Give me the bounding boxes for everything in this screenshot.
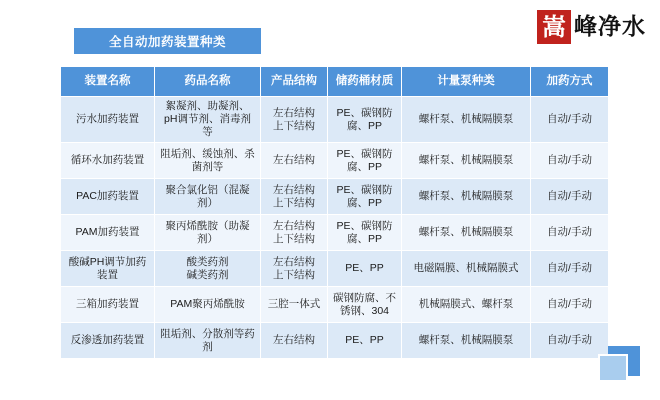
table-cell: 阻垢剂、分散剂等药剂 — [155, 323, 261, 359]
table-row — [61, 97, 609, 143]
table-cell: PE、碳钢防腐、PP — [328, 179, 402, 215]
table-body — [61, 97, 609, 359]
table-cell: 三箱加药装置 — [61, 287, 155, 323]
table-cell: 反渗透加药装置 — [61, 323, 155, 359]
decorative-squares — [598, 346, 642, 386]
table-cell: 机械隔膜式、螺杆泵 — [402, 287, 531, 323]
table-row — [61, 287, 609, 323]
table-cell: 自动/手动 — [531, 179, 609, 215]
table-cell: PAM聚丙烯酰胺 — [155, 287, 261, 323]
brand-logo — [537, 10, 646, 44]
table-cell: 阻垢剂、缓蚀剂、杀菌剂等 — [155, 143, 261, 179]
page-title: 全自动加药装置种类 — [74, 28, 261, 54]
table-cell: 左右结构 上下结构 — [261, 179, 328, 215]
table-cell: 自动/手动 — [531, 251, 609, 287]
table-row — [61, 323, 609, 359]
column-header-dosing-mode: 加药方式 — [531, 67, 609, 97]
table-cell: 自动/手动 — [531, 323, 609, 359]
table-row — [61, 251, 609, 287]
table-row — [61, 215, 609, 251]
table-cell: 左右结构 — [261, 323, 328, 359]
logo-text: 峰净水 — [574, 13, 646, 40]
table-cell: 电磁隔膜、机械隔膜式 — [402, 251, 531, 287]
column-header-tank-material: 储药桶材质 — [328, 67, 402, 97]
table-cell: 左右结构 上下结构 — [261, 215, 328, 251]
table-cell: 螺杆泵、机械隔膜泵 — [402, 215, 531, 251]
decorative-square-front — [598, 354, 628, 382]
table-cell: PE、PP — [328, 251, 402, 287]
logo-mark-icon: 嵩 — [537, 10, 571, 44]
column-header-pump-type: 计量泵种类 — [402, 67, 531, 97]
table-cell: 自动/手动 — [531, 143, 609, 179]
table-cell: 三腔一体式 — [261, 287, 328, 323]
table-cell: 聚丙烯酰胺（助凝剂） — [155, 215, 261, 251]
column-header-product-structure: 产品结构 — [261, 67, 328, 97]
table-header-row — [61, 67, 609, 97]
table-cell: 自动/手动 — [531, 287, 609, 323]
device-types-table — [60, 66, 608, 359]
table-cell: 聚合氯化铝（混凝剂） — [155, 179, 261, 215]
table — [60, 66, 609, 359]
table-cell: 自动/手动 — [531, 97, 609, 143]
table-cell: PE、碳钢防腐、PP — [328, 97, 402, 143]
column-header-chemical-name: 药品名称 — [155, 67, 261, 97]
table-cell: 螺杆泵、机械隔膜泵 — [402, 323, 531, 359]
table-cell: 螺杆泵、机械隔膜泵 — [402, 143, 531, 179]
table-header — [61, 67, 609, 97]
column-header-device-name: 装置名称 — [61, 67, 155, 97]
table-cell: 污水加药装置 — [61, 97, 155, 143]
table-cell: 螺杆泵、机械隔膜泵 — [402, 179, 531, 215]
table-cell: PAM加药装置 — [61, 215, 155, 251]
table-cell: PAC加药装置 — [61, 179, 155, 215]
table-cell: 酸碱PH调节加药装置 — [61, 251, 155, 287]
table-cell: PE、碳钢防腐、PP — [328, 143, 402, 179]
table-cell: PE、碳钢防腐、PP — [328, 215, 402, 251]
table-cell: 絮凝剂、助凝剂、pH调节剂、消毒剂等 — [155, 97, 261, 143]
table-cell: 自动/手动 — [531, 215, 609, 251]
table-cell: 碳钢防腐、不锈钢、304 — [328, 287, 402, 323]
table-cell: 左右结构 — [261, 143, 328, 179]
table-cell: 酸类药剂 碱类药剂 — [155, 251, 261, 287]
table-cell: 左右结构 上下结构 — [261, 251, 328, 287]
table-cell: 循环水加药装置 — [61, 143, 155, 179]
table-cell: 左右结构 上下结构 — [261, 97, 328, 143]
table-cell: 螺杆泵、机械隔膜泵 — [402, 97, 531, 143]
table-row — [61, 143, 609, 179]
table-cell: PE、PP — [328, 323, 402, 359]
table-row — [61, 179, 609, 215]
